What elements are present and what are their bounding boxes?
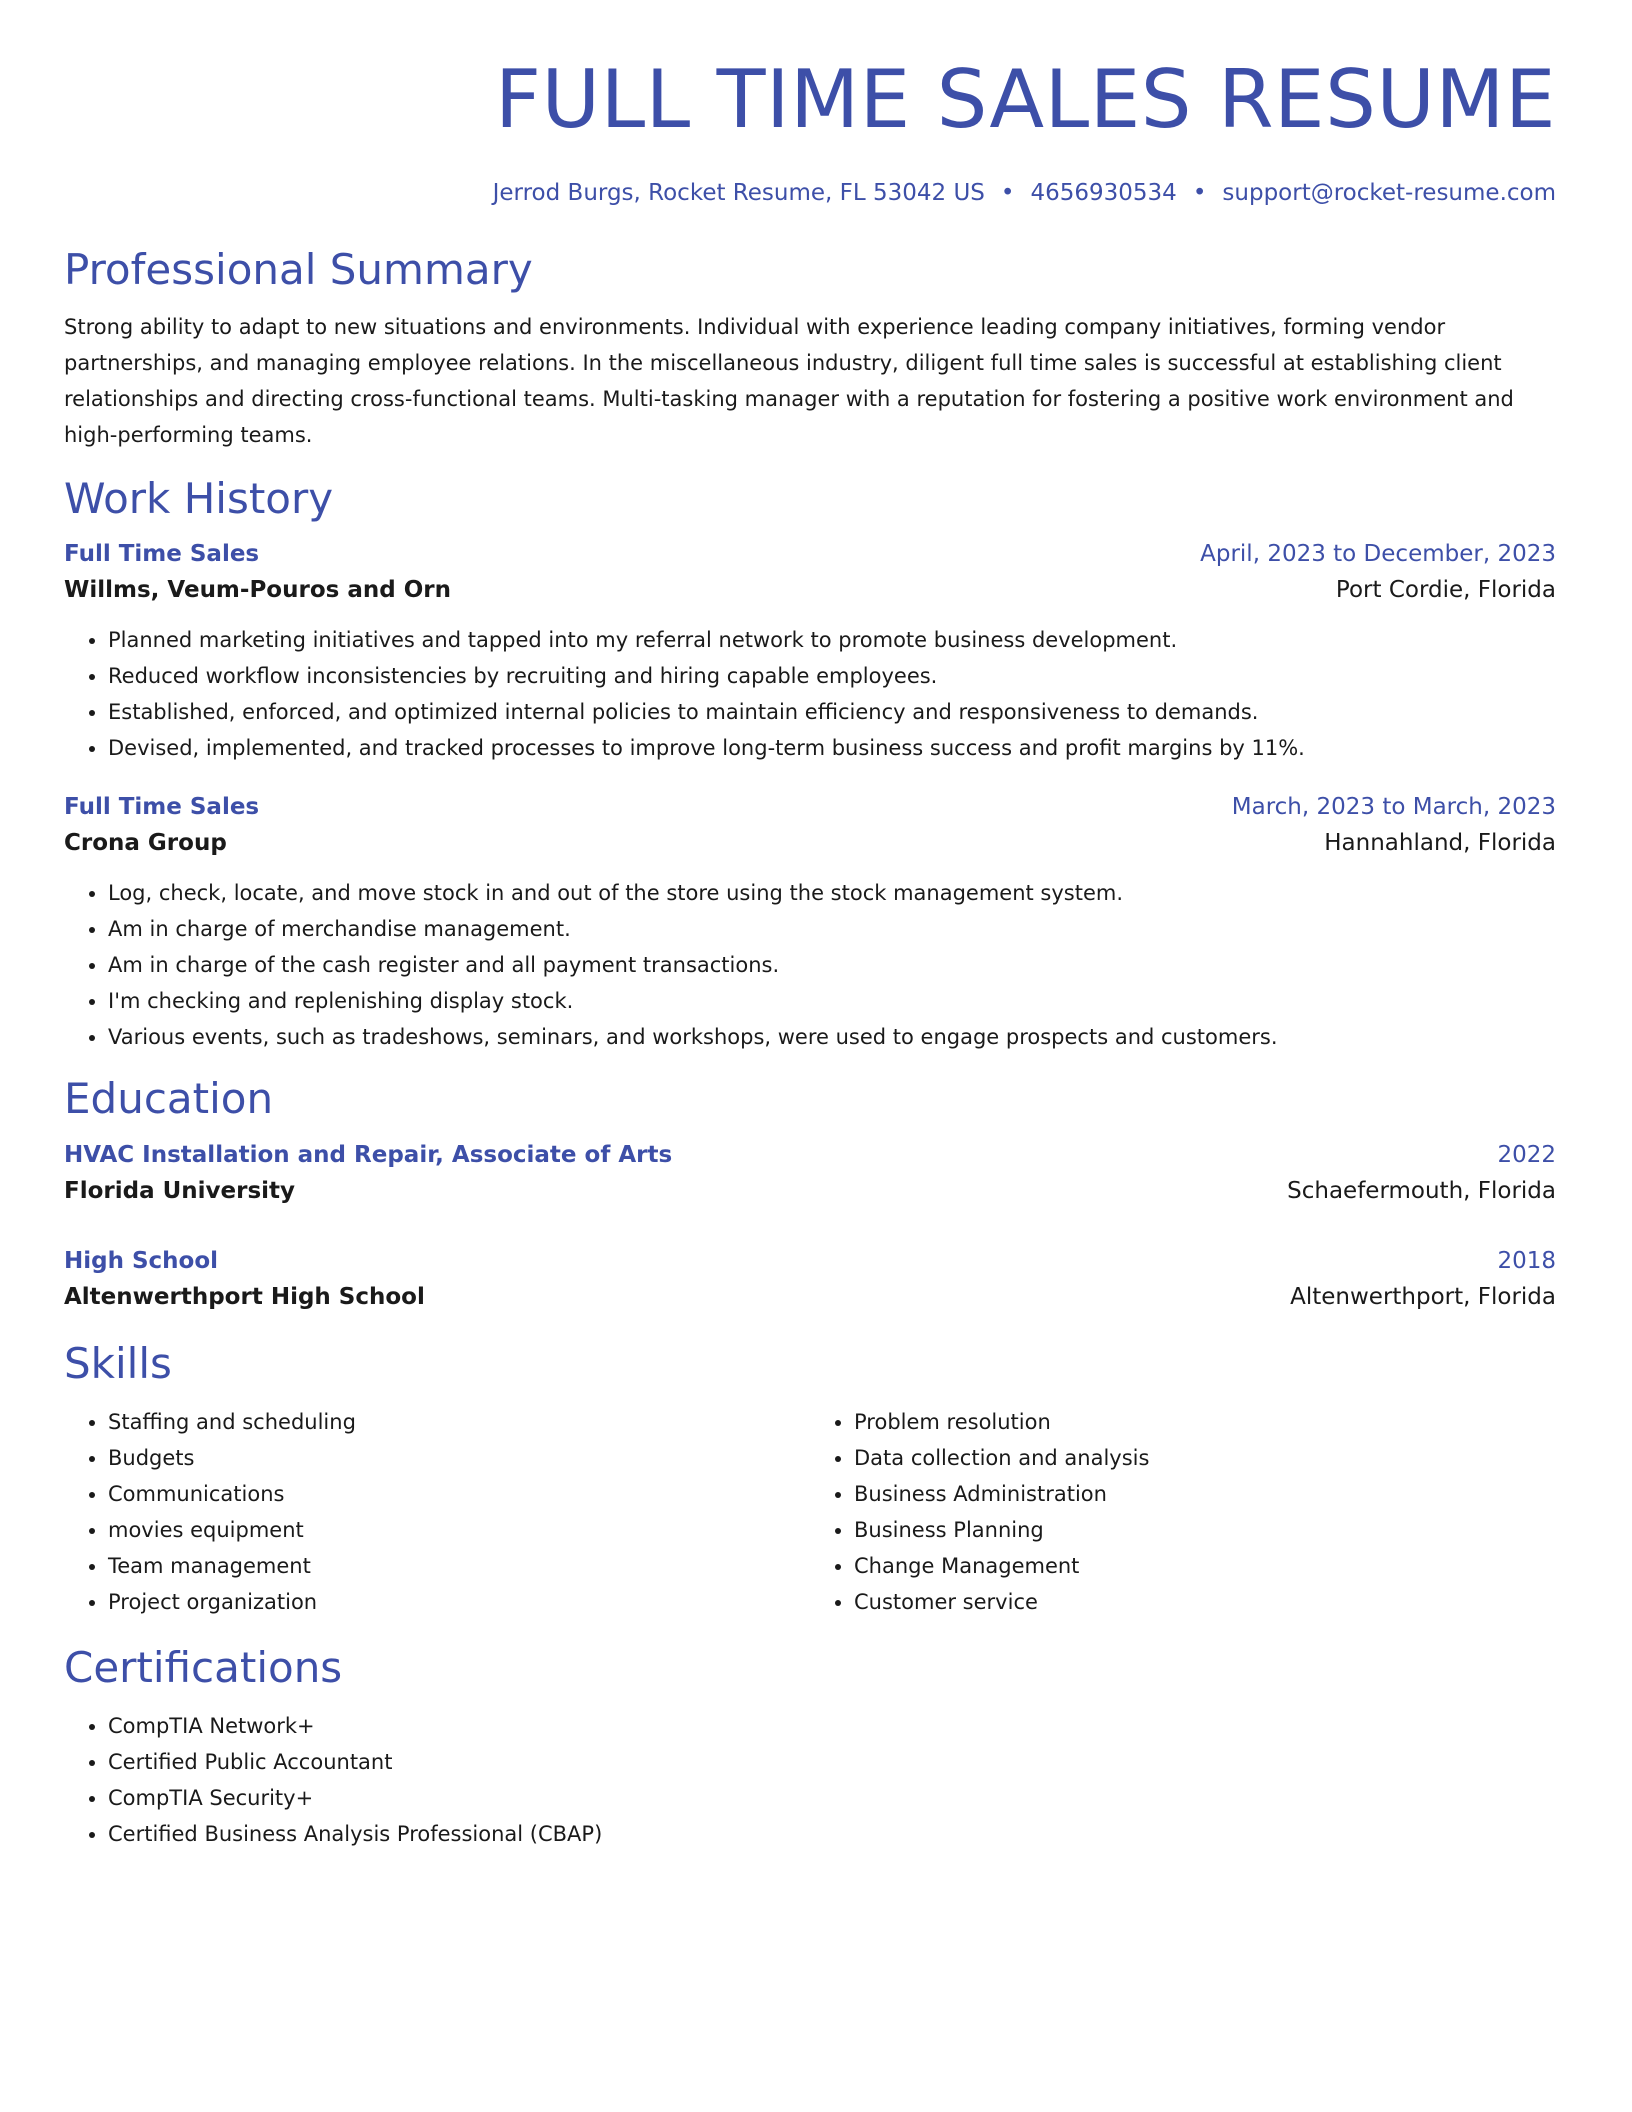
- education-degree: HVAC Installation and Repair, Associate of Arts: [64, 1142, 673, 1168]
- list-item: • movies equipment: [108, 1512, 810, 1548]
- list-item: • I'm checking and replenishing display stock.: [108, 983, 1556, 1019]
- list-item: • Certified Business Analysis Professional (CBAP): [108, 1816, 1556, 1852]
- job-location: Hannahland, Florida: [1324, 830, 1556, 856]
- list-item: • Staffing and scheduling: [108, 1404, 810, 1440]
- education-school: Altenwerthport High School: [64, 1284, 425, 1310]
- separator-dot: •: [1192, 180, 1207, 206]
- job-company: Crona Group: [64, 830, 227, 856]
- education-school-row: [64, 1278, 1556, 1316]
- list-item: • Project organization: [108, 1584, 810, 1620]
- list-item: • Log, check, locate, and move stock in and out of the store using the stock management system.: [108, 875, 1556, 911]
- education-degree: High School: [64, 1248, 219, 1274]
- job-entry: [64, 790, 1556, 1055]
- list-item: • CompTIA Security+: [108, 1780, 1556, 1816]
- job-entry: [64, 537, 1556, 766]
- job-title-row: [64, 537, 1556, 571]
- skills-list-right: [810, 1404, 1556, 1620]
- education-location: Altenwerthport, Florida: [1290, 1284, 1556, 1310]
- job-bullets: [64, 622, 1556, 766]
- section-heading: Professional Summary: [64, 245, 533, 294]
- education-year: 2018: [1497, 1248, 1556, 1274]
- list-item: • Business Administration: [854, 1476, 1556, 1512]
- education-entry: [64, 1244, 1556, 1316]
- list-item: • Problem resolution: [854, 1404, 1556, 1440]
- resume-header: [64, 52, 1556, 209]
- summary-paragraph: Strong ability to adapt to new situations and environments. Individual with experience leading company initiatives, forming vendor partnerships, and managing employee relations. In the miscellaneous industry, diligent full time sales is successful at establishing client relationships and directing cross-functional teams. Multi-tasking manager with a reputation for fostering a positive work environment and high-performing teams.: [64, 315, 1514, 447]
- list-item: • Customer service: [854, 1584, 1556, 1620]
- list-item: • Established, enforced, and optimized internal policies to maintain efficiency and responsiveness to demands.: [108, 694, 1556, 730]
- list-item: • Reduced workflow inconsistencies by recruiting and hiring capable employees.: [108, 658, 1556, 694]
- section-heading: Work History: [64, 474, 334, 523]
- resume-title: FULL TIME SALES RESUME: [495, 53, 1556, 146]
- job-company-row: [64, 571, 1556, 609]
- job-dates: April, 2023 to December, 2023: [1200, 541, 1556, 567]
- skills-list-left: [64, 1404, 810, 1620]
- certifications-list: [64, 1708, 1556, 1852]
- education-entry: [64, 1138, 1556, 1210]
- contact-email: support@rocket-resume.com: [1222, 180, 1556, 206]
- section-heading: Certifications: [64, 1643, 343, 1692]
- contact-address: Jerrod Burgs, Rocket Resume, FL 53042 US: [492, 180, 985, 206]
- contact-line: [64, 177, 1556, 209]
- job-role: Full Time Sales: [64, 794, 260, 820]
- section-heading: Skills: [64, 1339, 172, 1388]
- professional-summary-section: [64, 244, 1556, 453]
- contact-phone: 4656930534: [1030, 180, 1177, 206]
- list-item: • Devised, implemented, and tracked processes to improve long-term business success and profit margins by 11%.: [108, 730, 1556, 766]
- skills-section: [64, 1338, 1556, 1620]
- list-item: • Am in charge of the cash register and all payment transactions.: [108, 947, 1556, 983]
- education-degree-row: [64, 1138, 1556, 1172]
- job-title-row: [64, 790, 1556, 824]
- education-degree-row: [64, 1244, 1556, 1278]
- list-item: • Data collection and analysis: [854, 1440, 1556, 1476]
- list-item: • Budgets: [108, 1440, 810, 1476]
- certifications-section: [64, 1642, 1556, 1852]
- skills-grid: [64, 1404, 1556, 1620]
- job-bullets: [64, 875, 1556, 1055]
- list-item: • Communications: [108, 1476, 810, 1512]
- education-school-row: [64, 1172, 1556, 1210]
- list-item: • Planned marketing initiatives and tapped into my referral network to promote business development.: [108, 622, 1556, 658]
- education-year: 2022: [1497, 1142, 1556, 1168]
- education-section: [64, 1073, 1556, 1316]
- section-heading: Education: [64, 1074, 274, 1123]
- work-history-section: [64, 473, 1556, 1055]
- list-item: • Certified Public Accountant: [108, 1744, 1556, 1780]
- education-school: Florida University: [64, 1178, 296, 1204]
- separator-dot: •: [1000, 180, 1015, 206]
- job-dates: March, 2023 to March, 2023: [1231, 794, 1556, 820]
- list-item: • Various events, such as tradeshows, seminars, and workshops, were used to engage prospects and customers.: [108, 1019, 1556, 1055]
- job-role: Full Time Sales: [64, 541, 260, 567]
- resume-page: [64, 52, 1556, 1852]
- job-company-row: [64, 824, 1556, 862]
- list-item: • Am in charge of merchandise management.: [108, 911, 1556, 947]
- list-item: • Team management: [108, 1548, 810, 1584]
- list-item: • Business Planning: [854, 1512, 1556, 1548]
- job-location: Port Cordie, Florida: [1335, 577, 1556, 603]
- list-item: • CompTIA Network+: [108, 1708, 1556, 1744]
- job-company: Willms, Veum-Pouros and Orn: [64, 577, 451, 603]
- education-location: Schaefermouth, Florida: [1287, 1178, 1556, 1204]
- list-item: • Change Management: [854, 1548, 1556, 1584]
